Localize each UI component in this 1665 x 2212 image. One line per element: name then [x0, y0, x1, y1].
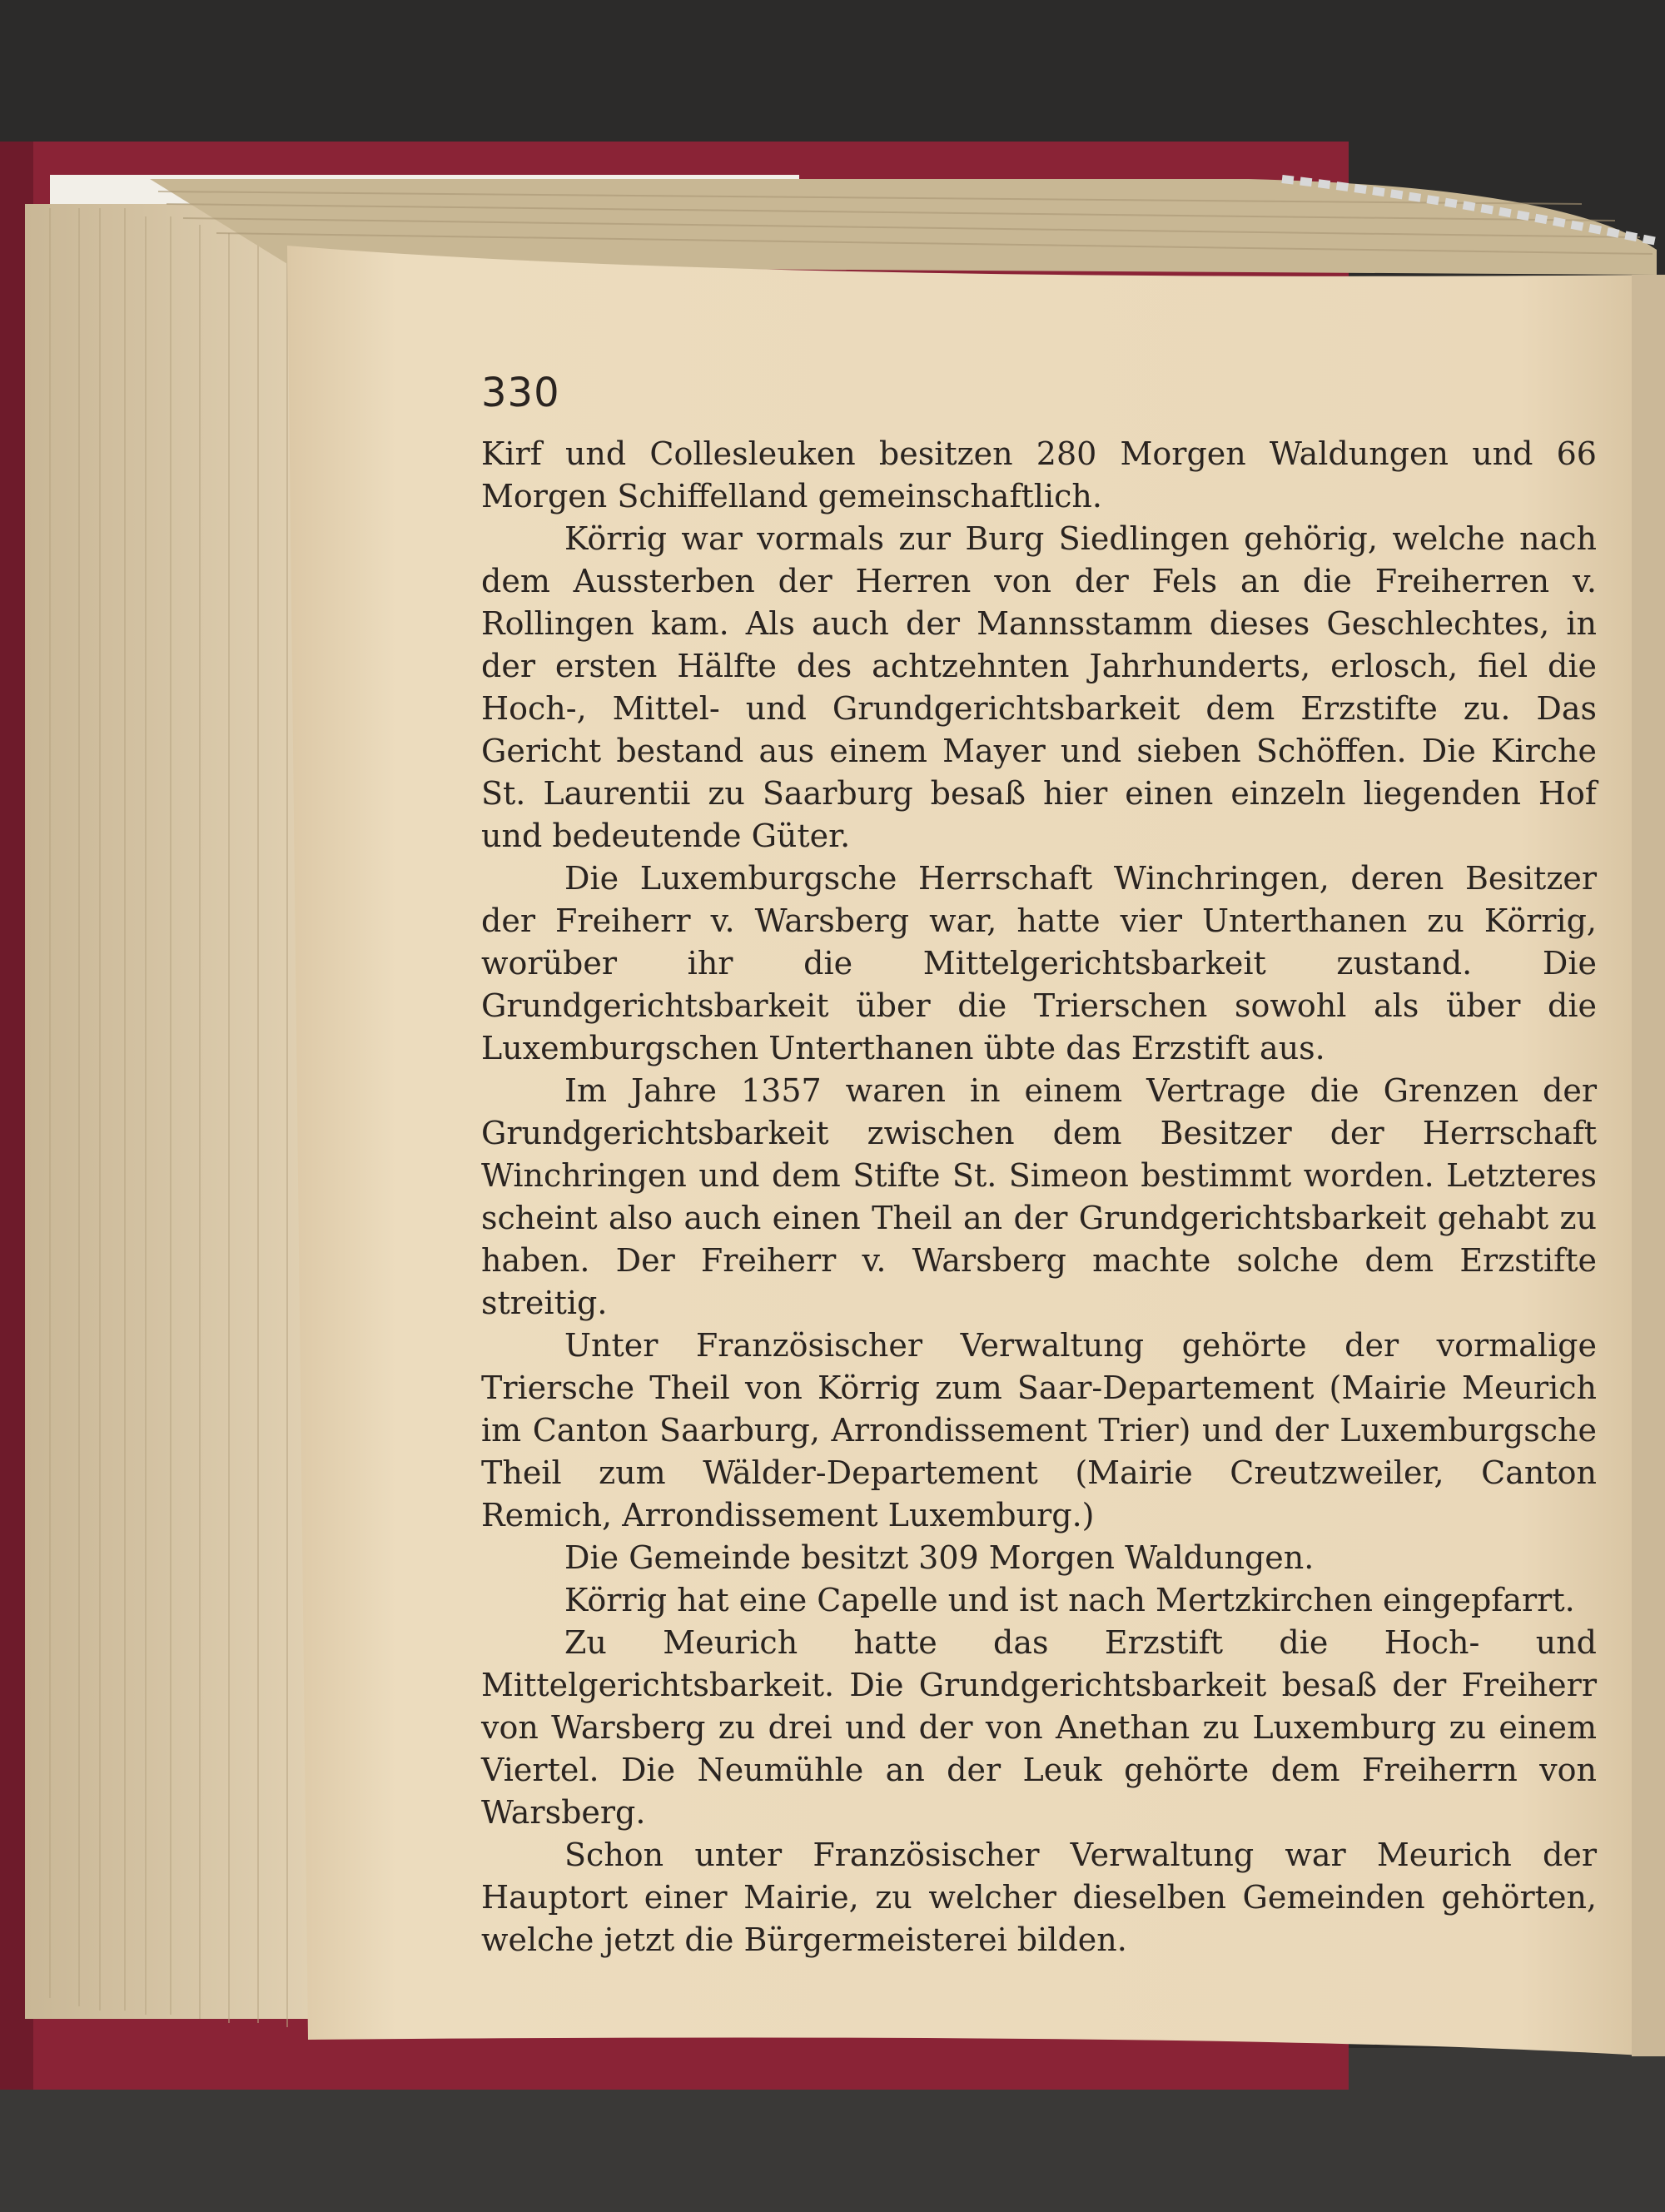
paragraph: Schon unter Französischer Verwaltung war Meurich der Hauptort einer Mairie, zu welcher dieselben Gemeinden gehörten, welche jetzt die Bürgermeisterei bilden. [481, 1837, 1597, 1958]
paragraph: Körrig hat eine Capelle und ist nach Mertzkirchen eingepfarrt. [564, 1582, 1575, 1618]
paragraph: Zu Meurich hatte das Erzstift die Hoch- und Mittelgerichtsbarkeit. Die Grundgerichtsbarkeit besaß der Freiherr von Warsberg zu drei und der von Anethan zu Luxemburg zu einem Viertel. Die Neumühle an der Leuk gehörte dem Freiherrn von Warsberg. [481, 1624, 1597, 1831]
paragraph: Körrig war vormals zur Burg Siedlingen gehörig, welche nach dem Aussterben der Herren von der Fels an die Freiherren v. Rollingen kam. Als auch der Mannsstamm dieses Geschlechtes, in der ersten Hälfte des achtzehnten Jahrhunderts, erlosch, fiel die Hoch-, Mittel- und Grundgerichtsbarkeit dem Erzstifte zu. Das Gericht bestand aus einem Mayer und sieben Schöffen. Die Kirche St. Laurentii zu Saarburg besaß hier einen einzeln liegenden Hof und bedeutende Güter. [481, 520, 1597, 854]
paragraph: Im Jahre 1357 waren in einem Vertrage die Grenzen der Grundgerichtsbarkeit zwischen dem Besitzer der Herrschaft Winchringen und dem Stifte St. Simeon bestimmt worden. Letzteres scheint also auch einen Theil an der Grundgerichtsbarkeit gehabt zu haben. Der Freiherr v. Warsberg machte solche dem Erzstifte streitig. [481, 1072, 1597, 1321]
paragraph: Unter Französischer Verwaltung gehörte der vormalige Triersche Theil von Körrig zum Saar-Departement (Mairie Meurich im Canton Saarburg, Arrondissement Trier) und der Luxemburgsche Theil zum Wälder-Departement (Mairie Creutzweiler, Canton Remich, Arrondissement Luxemburg.) [481, 1327, 1597, 1533]
page-text-block [481, 371, 1597, 1961]
paragraph: Kirf und Collesleuken besitzen 280 Morgen Waldungen und 66 Morgen Schiffelland gemeinschaftlich. [481, 435, 1597, 514]
paragraph: Die Luxemburgsche Herrschaft Winchringen, deren Besitzer der Freiherr v. Warsberg war, hatte vier Unterthanen zu Körrig, worüber ihr die Mittelgerichtsbarkeit zustand. Die Grundgerichtsbarkeit über die Trierschen sowohl als über die Luxemburgschen Unterthanen übte das Erzstift aus. [481, 860, 1597, 1066]
page-gutter [1632, 275, 1665, 2056]
paragraph: Die Gemeinde besitzt 309 Morgen Waldungen. [564, 1539, 1315, 1576]
page-number: 330 [481, 370, 560, 416]
